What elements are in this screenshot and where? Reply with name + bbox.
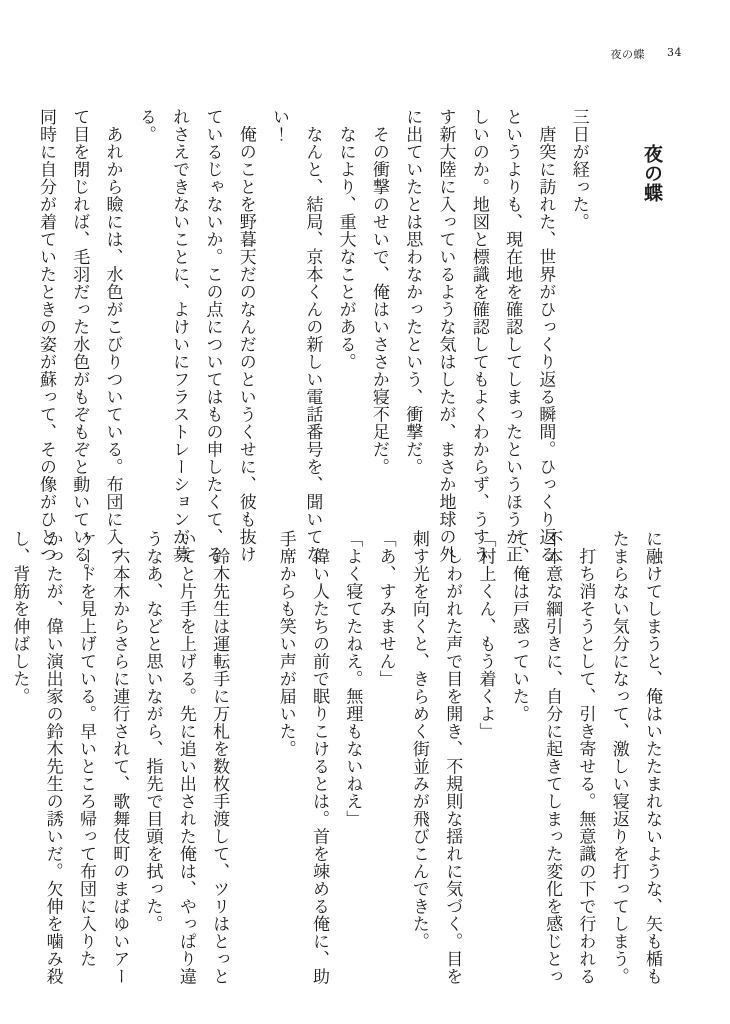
text-column: 手席からも笑い声が届いた。	[275, 530, 296, 758]
upper-text-tier	[29, 108, 668, 581]
text-column: うなあ、などと思いながら、指先で目頭を拭った。	[142, 530, 163, 933]
text-column: す新大陸に入っているような気はしたが、まさか地球の外	[435, 108, 456, 563]
text-column: て目を閉じれば、毛羽だった水色がもぞもぞと動いている。	[69, 108, 90, 581]
text-column: しいのか。地図と標識を確認してもよくわからず、うすう	[468, 108, 489, 563]
text-column: い！	[269, 108, 290, 143]
text-column: し、背筋を伸ばした。	[9, 530, 30, 705]
lower-text-tier	[0, 530, 668, 985]
text-column: 俺のことを野暮天だのなんだのというくせに、彼も抜け	[235, 108, 256, 563]
running-header	[611, 46, 683, 62]
page-number: 34	[667, 46, 682, 59]
text-column: ているじゃないか。この点についてはもの申したくて、そ	[202, 108, 223, 563]
text-column: たまらない気分になって、激しい寝返りを打ってしまう。	[608, 530, 629, 985]
chapter-title: 夜の蝶	[641, 144, 663, 203]
text-column: に出ていたとは思わなかったという、衝撃だ。	[402, 108, 423, 476]
text-column: 三日が経った。	[568, 108, 589, 231]
text-column: なにより、重大なことがある。	[335, 108, 356, 371]
text-column: その衝撃のせいで、俺はいささか寝不足だ。	[368, 108, 389, 476]
text-column: 「よく寝てたねえ。無理もないねえ」	[342, 530, 363, 828]
text-column: 六本木からさらに連行されて、歌舞伎町のまばゆいアー	[109, 530, 130, 985]
text-column: というよりも、現在地を確認してしまったというほうが正	[502, 108, 523, 563]
text-column: 「あ、すみません」	[375, 530, 396, 688]
text-column: に融けてしまうと、俺はいたたまれないような、矢も楯も	[642, 530, 662, 985]
text-column: あれから瞼には、水色がこびりついている。布団に入っ	[102, 108, 123, 563]
text-column: かったが、偉い演出家の鈴木先生の誘いだ。欠伸を噛み殺	[42, 530, 63, 985]
text-column: いてと片手を上げる。先に追い出された俺は、やっぱり違	[175, 530, 196, 985]
text-column: 打ち消そうとして、引き寄せる。無意識の下で行われる	[575, 530, 596, 985]
text-column	[235, 530, 268, 940]
running-title: 夜の蝶	[610, 48, 645, 61]
text-column: て、俺は戸惑っていた。	[508, 530, 529, 723]
text-column: 同時に自分が着ていたときの姿が蘇って、その像がひとつ	[35, 108, 56, 563]
text-column: なんと、結局、京本くんの新しい電話番号を、聞いてな	[302, 108, 323, 563]
text-column: 偉い人たちの前で眠りこけるとは。首を竦める俺に、助	[309, 530, 330, 985]
text-column: る。	[135, 108, 156, 143]
text-column: しわがれた声で目を開き、不規則な揺れに気づく。目を	[442, 530, 463, 985]
text-column: れさえできないことに、よけいにフラストレーションが募	[169, 108, 190, 563]
text-column: 不本意な綱引きに、自分に起きてしまった変化を感じとっ	[542, 530, 563, 985]
text-column: 刺す光を向くと、きらめく街並みが飛びこんできた。	[408, 530, 429, 950]
text-column: ケードを見上げている。早いところ帰って布団に入りた	[75, 530, 96, 968]
text-column: 鈴木先生は運転手に万札を数枚手渡して、ツリはとっと	[209, 530, 230, 985]
text-column	[0, 530, 2, 940]
upper-columns	[29, 108, 595, 581]
text-column: 唐突に訪れた、世界がひっくり返る瞬間。ひっくり返る	[535, 108, 556, 563]
lower-columns	[0, 530, 668, 985]
text-column: 「村上くん、もう着くよ」	[475, 530, 496, 740]
